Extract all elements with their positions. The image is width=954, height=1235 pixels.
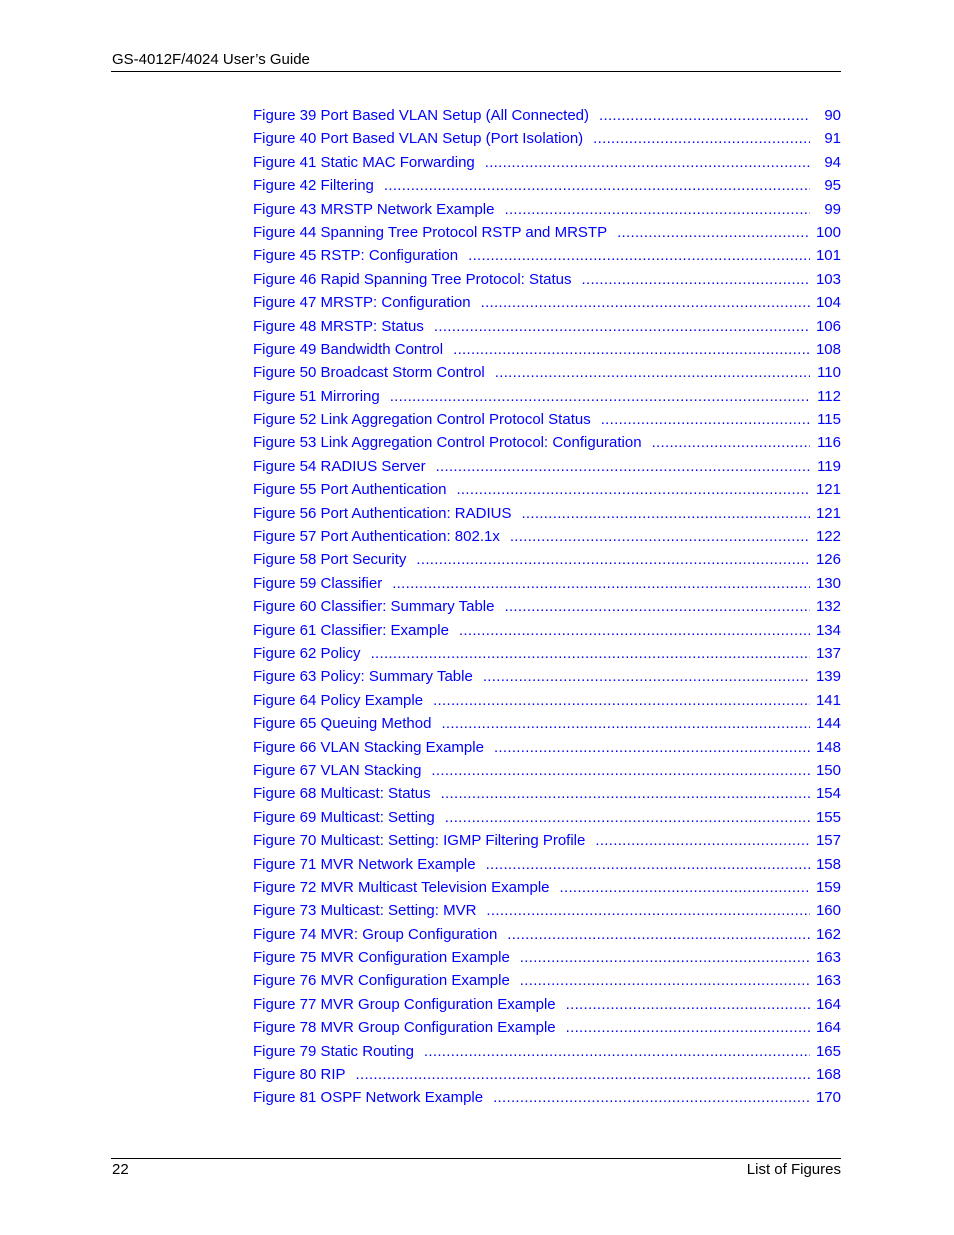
toc-dot-leader xyxy=(441,715,810,733)
header-divider xyxy=(111,71,841,72)
toc-entry-link[interactable] xyxy=(253,411,841,434)
toc-entry-link[interactable] xyxy=(253,318,841,341)
toc-entry-link[interactable] xyxy=(253,809,841,832)
toc-entry-label: Figure 76 MVR Configuration Example xyxy=(253,972,510,990)
toc-entry-label: Figure 77 MVR Group Configuration Example xyxy=(253,995,556,1013)
toc-entry-label: Figure 50 Broadcast Storm Control xyxy=(253,364,485,382)
toc-entry-label: Figure 56 Port Authentication: RADIUS xyxy=(253,504,512,522)
toc-entry-page-number: 90 xyxy=(824,107,841,124)
toc-dot-leader xyxy=(599,107,810,125)
toc-entry-page-number: 163 xyxy=(815,949,841,967)
toc-entry-link[interactable] xyxy=(253,388,841,411)
toc-entry-link[interactable] xyxy=(253,271,841,294)
toc-entry-link[interactable] xyxy=(253,692,841,715)
toc-entry-page-number: 157 xyxy=(815,832,841,850)
toc-entry-label: Figure 66 VLAN Stacking Example xyxy=(253,738,484,756)
toc-dot-leader xyxy=(521,505,810,523)
toc-entry-link[interactable] xyxy=(253,715,841,738)
toc-entry-link[interactable] xyxy=(253,645,841,668)
toc-dot-leader xyxy=(436,458,810,476)
toc-entry-label: Figure 72 MVR Multicast Television Example xyxy=(253,878,550,896)
toc-entry-page-number: 101 xyxy=(815,247,841,265)
toc-entry-link[interactable] xyxy=(253,949,841,972)
toc-entry-link[interactable] xyxy=(253,879,841,902)
toc-entry-label: Figure 75 MVR Configuration Example xyxy=(253,949,510,967)
toc-entry-label: Figure 53 Link Aggregation Control Protocol: Configuration xyxy=(253,434,642,452)
toc-entry-label: Figure 49 Bandwidth Control xyxy=(253,340,444,358)
toc-entry-page-number: 139 xyxy=(815,668,841,686)
toc-dot-leader xyxy=(593,130,810,148)
toc-dot-leader xyxy=(494,739,810,757)
toc-entry-page-number: 121 xyxy=(815,504,841,522)
toc-dot-leader xyxy=(652,434,810,452)
toc-entry-label: Figure 68 Multicast: Status xyxy=(253,785,431,803)
toc-entry-link[interactable] xyxy=(253,551,841,574)
toc-entry-link[interactable] xyxy=(253,1066,841,1089)
toc-dot-leader xyxy=(582,271,810,289)
toc-entry-page-number: 164 xyxy=(815,1019,841,1037)
toc-entry-link[interactable] xyxy=(253,1019,841,1042)
toc-entry-page-number: 148 xyxy=(815,738,841,756)
toc-entry-label: Figure 64 Policy Example xyxy=(253,691,424,709)
toc-entry-label: Figure 58 Port Security xyxy=(253,551,407,569)
toc-dot-leader xyxy=(371,645,810,663)
toc-entry-page-number: 112 xyxy=(817,387,841,405)
toc-entry-page-number: 130 xyxy=(815,574,841,592)
toc-entry-link[interactable] xyxy=(253,832,841,855)
toc-dot-leader xyxy=(431,762,810,780)
toc-entry-label: Figure 67 VLAN Stacking xyxy=(253,761,422,779)
toc-dot-leader xyxy=(495,364,810,382)
toc-entry-label: Figure 80 RIP xyxy=(253,1066,346,1084)
toc-entry-link[interactable] xyxy=(253,294,841,317)
toc-entry-link[interactable] xyxy=(253,926,841,949)
toc-entry-page-number: 132 xyxy=(815,598,841,616)
running-header-title: GS-4012F/4024 User’s Guide xyxy=(112,51,310,68)
toc-entry-label: Figure 71 MVR Network Example xyxy=(253,855,476,873)
toc-entry-link[interactable] xyxy=(253,341,841,364)
toc-entry-page-number: 119 xyxy=(817,457,841,475)
toc-entry-link[interactable] xyxy=(253,177,841,200)
toc-dot-leader xyxy=(510,528,810,546)
toc-dot-leader xyxy=(520,949,810,967)
footer-page-number: 22 xyxy=(112,1161,129,1178)
toc-dot-leader xyxy=(486,902,810,920)
toc-entry-link[interactable] xyxy=(253,856,841,879)
list-of-figures xyxy=(253,107,841,1113)
toc-entry-label: Figure 69 Multicast: Setting xyxy=(253,808,435,826)
toc-entry-label: Figure 74 MVR: Group Configuration xyxy=(253,925,498,943)
toc-entry-page-number: 155 xyxy=(815,808,841,826)
toc-dot-leader xyxy=(617,224,810,242)
toc-entry-label: Figure 81 OSPF Network Example xyxy=(253,1089,484,1107)
toc-entry-label: Figure 62 Policy xyxy=(253,644,361,662)
toc-entry-page-number: 164 xyxy=(815,995,841,1013)
toc-entry-link[interactable] xyxy=(253,154,841,177)
toc-entry-page-number: 160 xyxy=(815,902,841,920)
toc-entry-link[interactable] xyxy=(253,481,841,504)
toc-entry-page-number: 150 xyxy=(815,761,841,779)
toc-entry-page-number: 141 xyxy=(815,691,841,709)
toc-entry-link[interactable] xyxy=(253,598,841,621)
toc-entry-link[interactable] xyxy=(253,622,841,645)
toc-entry-link[interactable] xyxy=(253,107,841,130)
toc-entry-page-number: 170 xyxy=(815,1089,841,1107)
toc-entry-page-number: 122 xyxy=(815,528,841,546)
toc-entry-label: Figure 78 MVR Group Configuration Example xyxy=(253,1019,556,1037)
toc-entry-link[interactable] xyxy=(253,201,841,224)
toc-entry-label: Figure 39 Port Based VLAN Setup (All Connected) xyxy=(253,107,590,124)
toc-entry-link[interactable] xyxy=(253,902,841,925)
toc-entry-page-number: 104 xyxy=(815,294,841,312)
toc-dot-leader xyxy=(507,926,810,944)
toc-entry-label: Figure 40 Port Based VLAN Setup (Port Isolation) xyxy=(253,130,584,148)
toc-entry-label: Figure 63 Policy: Summary Table xyxy=(253,668,473,686)
toc-entry-label: Figure 60 Classifier: Summary Table xyxy=(253,598,495,616)
toc-dot-leader xyxy=(356,1066,810,1084)
toc-dot-leader xyxy=(566,1019,810,1037)
toc-entry-page-number: 121 xyxy=(815,481,841,499)
toc-entry-label: Figure 51 Mirroring xyxy=(253,387,380,405)
toc-entry-page-number: 106 xyxy=(815,317,841,335)
toc-dot-leader xyxy=(485,154,810,172)
toc-entry-page-number: 165 xyxy=(815,1042,841,1060)
toc-entry-link[interactable] xyxy=(253,224,841,247)
toc-dot-leader xyxy=(468,247,810,265)
toc-dot-leader xyxy=(434,318,810,336)
toc-dot-leader xyxy=(483,668,810,686)
toc-entry-page-number: 163 xyxy=(815,972,841,990)
toc-entry-page-number: 100 xyxy=(815,223,841,241)
toc-entry-link[interactable] xyxy=(253,528,841,551)
toc-dot-leader xyxy=(433,692,810,710)
toc-dot-leader xyxy=(481,294,810,312)
toc-entry-label: Figure 41 Static MAC Forwarding xyxy=(253,153,475,171)
toc-entry-link[interactable] xyxy=(253,130,841,153)
toc-dot-leader xyxy=(486,856,810,874)
toc-dot-leader xyxy=(504,201,810,219)
toc-dot-leader xyxy=(424,1043,810,1061)
toc-entry-link[interactable] xyxy=(253,668,841,691)
toc-entry-page-number: 158 xyxy=(815,855,841,873)
toc-entry-page-number: 95 xyxy=(824,177,841,195)
toc-entry-label: Figure 52 Link Aggregation Control Protocol Status xyxy=(253,411,591,429)
toc-dot-leader xyxy=(445,809,810,827)
toc-entry-label: Figure 59 Classifier xyxy=(253,574,383,592)
toc-dot-leader xyxy=(384,177,810,195)
toc-entry-label: Figure 43 MRSTP Network Example xyxy=(253,200,495,218)
toc-entry-link[interactable] xyxy=(253,785,841,808)
toc-dot-leader xyxy=(456,481,810,499)
toc-entry-label: Figure 42 Filtering xyxy=(253,177,374,195)
toc-entry-link[interactable] xyxy=(253,972,841,995)
toc-entry-label: Figure 73 Multicast: Setting: MVR xyxy=(253,902,477,920)
toc-entry-page-number: 126 xyxy=(815,551,841,569)
toc-entry-page-number: 154 xyxy=(815,785,841,803)
toc-entry-link[interactable] xyxy=(253,996,841,1019)
toc-dot-leader xyxy=(520,972,810,990)
toc-dot-leader xyxy=(493,1089,810,1107)
toc-entry-page-number: 99 xyxy=(824,200,841,218)
toc-entry-label: Figure 45 RSTP: Configuration xyxy=(253,247,459,265)
toc-entry-label: Figure 57 Port Authentication: 802.1x xyxy=(253,528,500,546)
toc-entry-page-number: 168 xyxy=(815,1066,841,1084)
toc-entry-label: Figure 54 RADIUS Server xyxy=(253,457,426,475)
toc-entry-link[interactable] xyxy=(253,458,841,481)
toc-entry-page-number: 134 xyxy=(815,621,841,639)
toc-dot-leader xyxy=(441,785,810,803)
toc-entry-label: Figure 46 Rapid Spanning Tree Protocol: Status xyxy=(253,270,572,288)
toc-entry-link[interactable] xyxy=(253,762,841,785)
toc-dot-leader xyxy=(459,622,810,640)
toc-entry-label: Figure 61 Classifier: Example xyxy=(253,621,449,639)
toc-entry-page-number: 162 xyxy=(815,925,841,943)
toc-entry-page-number: 94 xyxy=(824,153,841,171)
toc-entry-label: Figure 79 Static Routing xyxy=(253,1042,414,1060)
toc-dot-leader xyxy=(566,996,810,1014)
toc-entry-label: Figure 55 Port Authentication xyxy=(253,481,447,499)
toc-entry-page-number: 116 xyxy=(817,434,841,452)
toc-entry-page-number: 91 xyxy=(824,130,841,148)
toc-entry-page-number: 144 xyxy=(815,715,841,733)
toc-entry-page-number: 159 xyxy=(815,878,841,896)
toc-dot-leader xyxy=(504,598,810,616)
footer-divider xyxy=(111,1158,841,1159)
toc-entry-link[interactable] xyxy=(253,739,841,762)
toc-dot-leader xyxy=(416,551,810,569)
toc-entry-label: Figure 44 Spanning Tree Protocol RSTP and MRSTP xyxy=(253,223,608,241)
toc-entry-label: Figure 70 Multicast: Setting: IGMP Filtering Profile xyxy=(253,832,586,850)
toc-entry-page-number: 115 xyxy=(817,411,841,429)
toc-entry-link[interactable] xyxy=(253,1043,841,1066)
toc-entry-label: Figure 48 MRSTP: Status xyxy=(253,317,424,335)
toc-dot-leader xyxy=(595,832,810,850)
toc-dot-leader xyxy=(601,411,810,429)
toc-entry-label: Figure 47 MRSTP: Configuration xyxy=(253,294,471,312)
toc-dot-leader xyxy=(392,575,810,593)
toc-entry-page-number: 137 xyxy=(815,644,841,662)
toc-entry-label: Figure 65 Queuing Method xyxy=(253,715,432,733)
toc-dot-leader xyxy=(390,388,810,406)
toc-entry-link[interactable] xyxy=(253,575,841,598)
toc-dot-leader xyxy=(560,879,810,897)
toc-entry-page-number: 103 xyxy=(815,270,841,288)
toc-entry-link[interactable] xyxy=(253,434,841,457)
toc-entry-link[interactable] xyxy=(253,505,841,528)
toc-entry-page-number: 108 xyxy=(815,340,841,358)
toc-entry-page-number: 110 xyxy=(817,364,841,382)
toc-entry-link[interactable] xyxy=(253,247,841,270)
toc-dot-leader xyxy=(453,341,810,359)
toc-entry-link[interactable] xyxy=(253,364,841,387)
footer-section-title: List of Figures xyxy=(746,1161,841,1178)
toc-entry-link[interactable] xyxy=(253,1089,841,1112)
